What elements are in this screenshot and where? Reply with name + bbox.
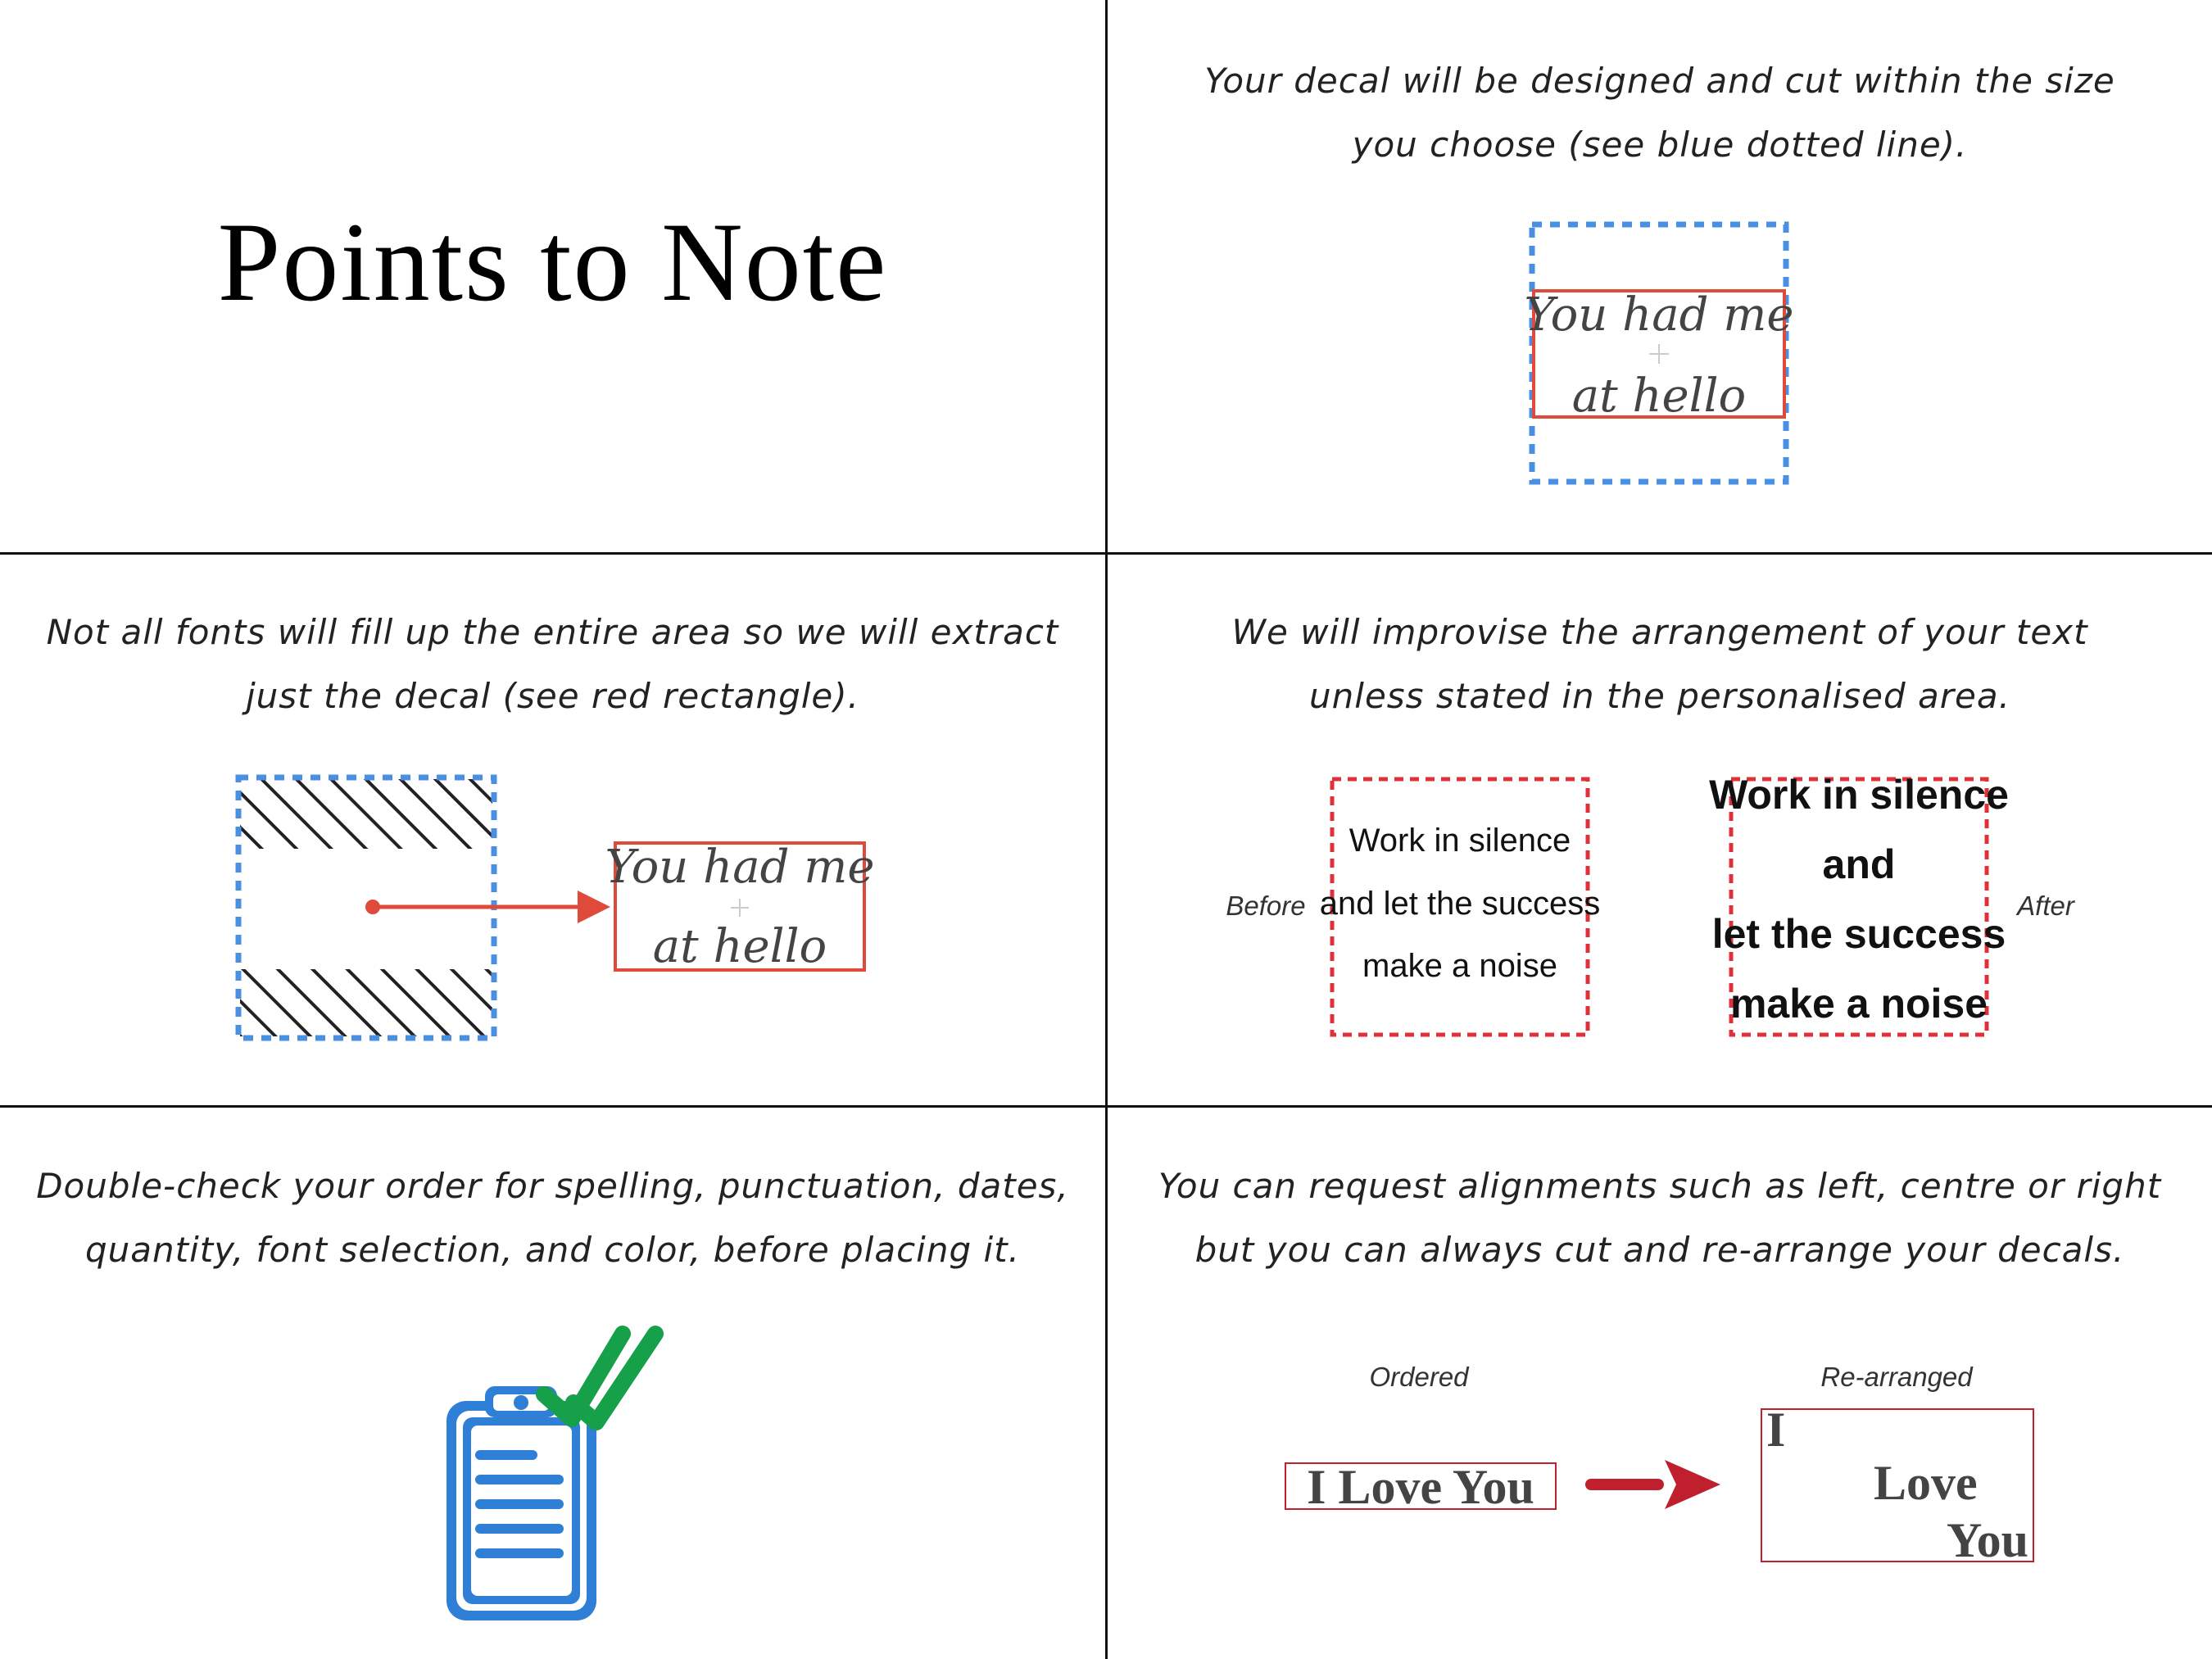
size-caption-line-1: Your decal will be designed and cut within the size (1204, 61, 2115, 101)
clipboard-line-5 (475, 1548, 564, 1558)
after-line-4: make a noise (1729, 981, 1988, 1027)
arrow-head (1665, 1460, 1720, 1509)
align-caption-line-1: You can request alignments such as left, centre or right (1158, 1166, 2162, 1206)
check-caption-line-2: quantity, font selection, and color, before placing it. (85, 1230, 1020, 1270)
arrow-head (578, 891, 610, 923)
before-label: Before (1226, 891, 1306, 921)
clipboard-line-4 (475, 1524, 564, 1534)
size-panel (1108, 0, 2212, 552)
sample-line-1: You had me (1524, 288, 1794, 342)
after-line-1: Work in silence (1709, 772, 2009, 818)
before-line-2: and let the success (1319, 886, 1601, 922)
extract-sample-line-2: at hello (652, 920, 827, 973)
rearranged-word-1: I (1766, 1403, 1786, 1457)
size-caption-line-2: you choose (see blue dotted line). (1352, 125, 1968, 165)
ordered-text: I Love You (1307, 1460, 1534, 1514)
hatched-area-top (240, 779, 492, 849)
clipboard-clip-hole (514, 1395, 528, 1410)
size-illustration (1108, 0, 2212, 552)
clipboard-check-icon (0, 1108, 1105, 1659)
rearranged-label: Re-arranged (1820, 1362, 1973, 1392)
after-label: After (2017, 891, 2074, 921)
rearranged-word-2: Love (1874, 1456, 1978, 1510)
extract-sample-line-1: You had me (605, 841, 875, 894)
extract-panel (0, 555, 1105, 1105)
page-title: Points to Note (217, 199, 888, 324)
align-illustration (1108, 1108, 2212, 1659)
check-caption-line-1: Double-check your order for spelling, punctuation, dates, (36, 1166, 1069, 1206)
after-line-2: and (1822, 841, 1896, 887)
title-panel (0, 0, 1105, 552)
arrange-panel (1108, 555, 2212, 1105)
extract-illustration (0, 555, 1105, 1105)
clipboard-line-1 (475, 1450, 537, 1460)
hatched-area-bottom (240, 969, 492, 1036)
after-line-3: let the success (1711, 911, 2006, 957)
ordered-label: Ordered (1369, 1362, 1469, 1392)
align-caption-line-2: but you can always cut and re-arrange your decals. (1194, 1230, 2125, 1270)
align-panel (1108, 1108, 2212, 1659)
arrange-illustration (1108, 555, 2212, 1105)
clipboard-line-3 (475, 1499, 564, 1509)
before-line-3: make a noise (1362, 948, 1557, 984)
before-line-1: Work in silence (1349, 823, 1571, 859)
arrange-caption-line-1: We will improvise the arrangement of your text (1231, 612, 2088, 652)
extract-caption-line-2: just the decal (see red rectangle). (246, 676, 859, 716)
arrange-caption-line-2: unless stated in the personalised area. (1309, 676, 2010, 716)
extract-caption-line-1: Not all fonts will fill up the entire area so we will extract (46, 612, 1059, 652)
rearranged-word-3: You (1946, 1513, 2028, 1567)
clipboard-line-2 (475, 1475, 564, 1484)
sample-line-2: at hello (1571, 369, 1747, 423)
check-panel (0, 1108, 1105, 1659)
